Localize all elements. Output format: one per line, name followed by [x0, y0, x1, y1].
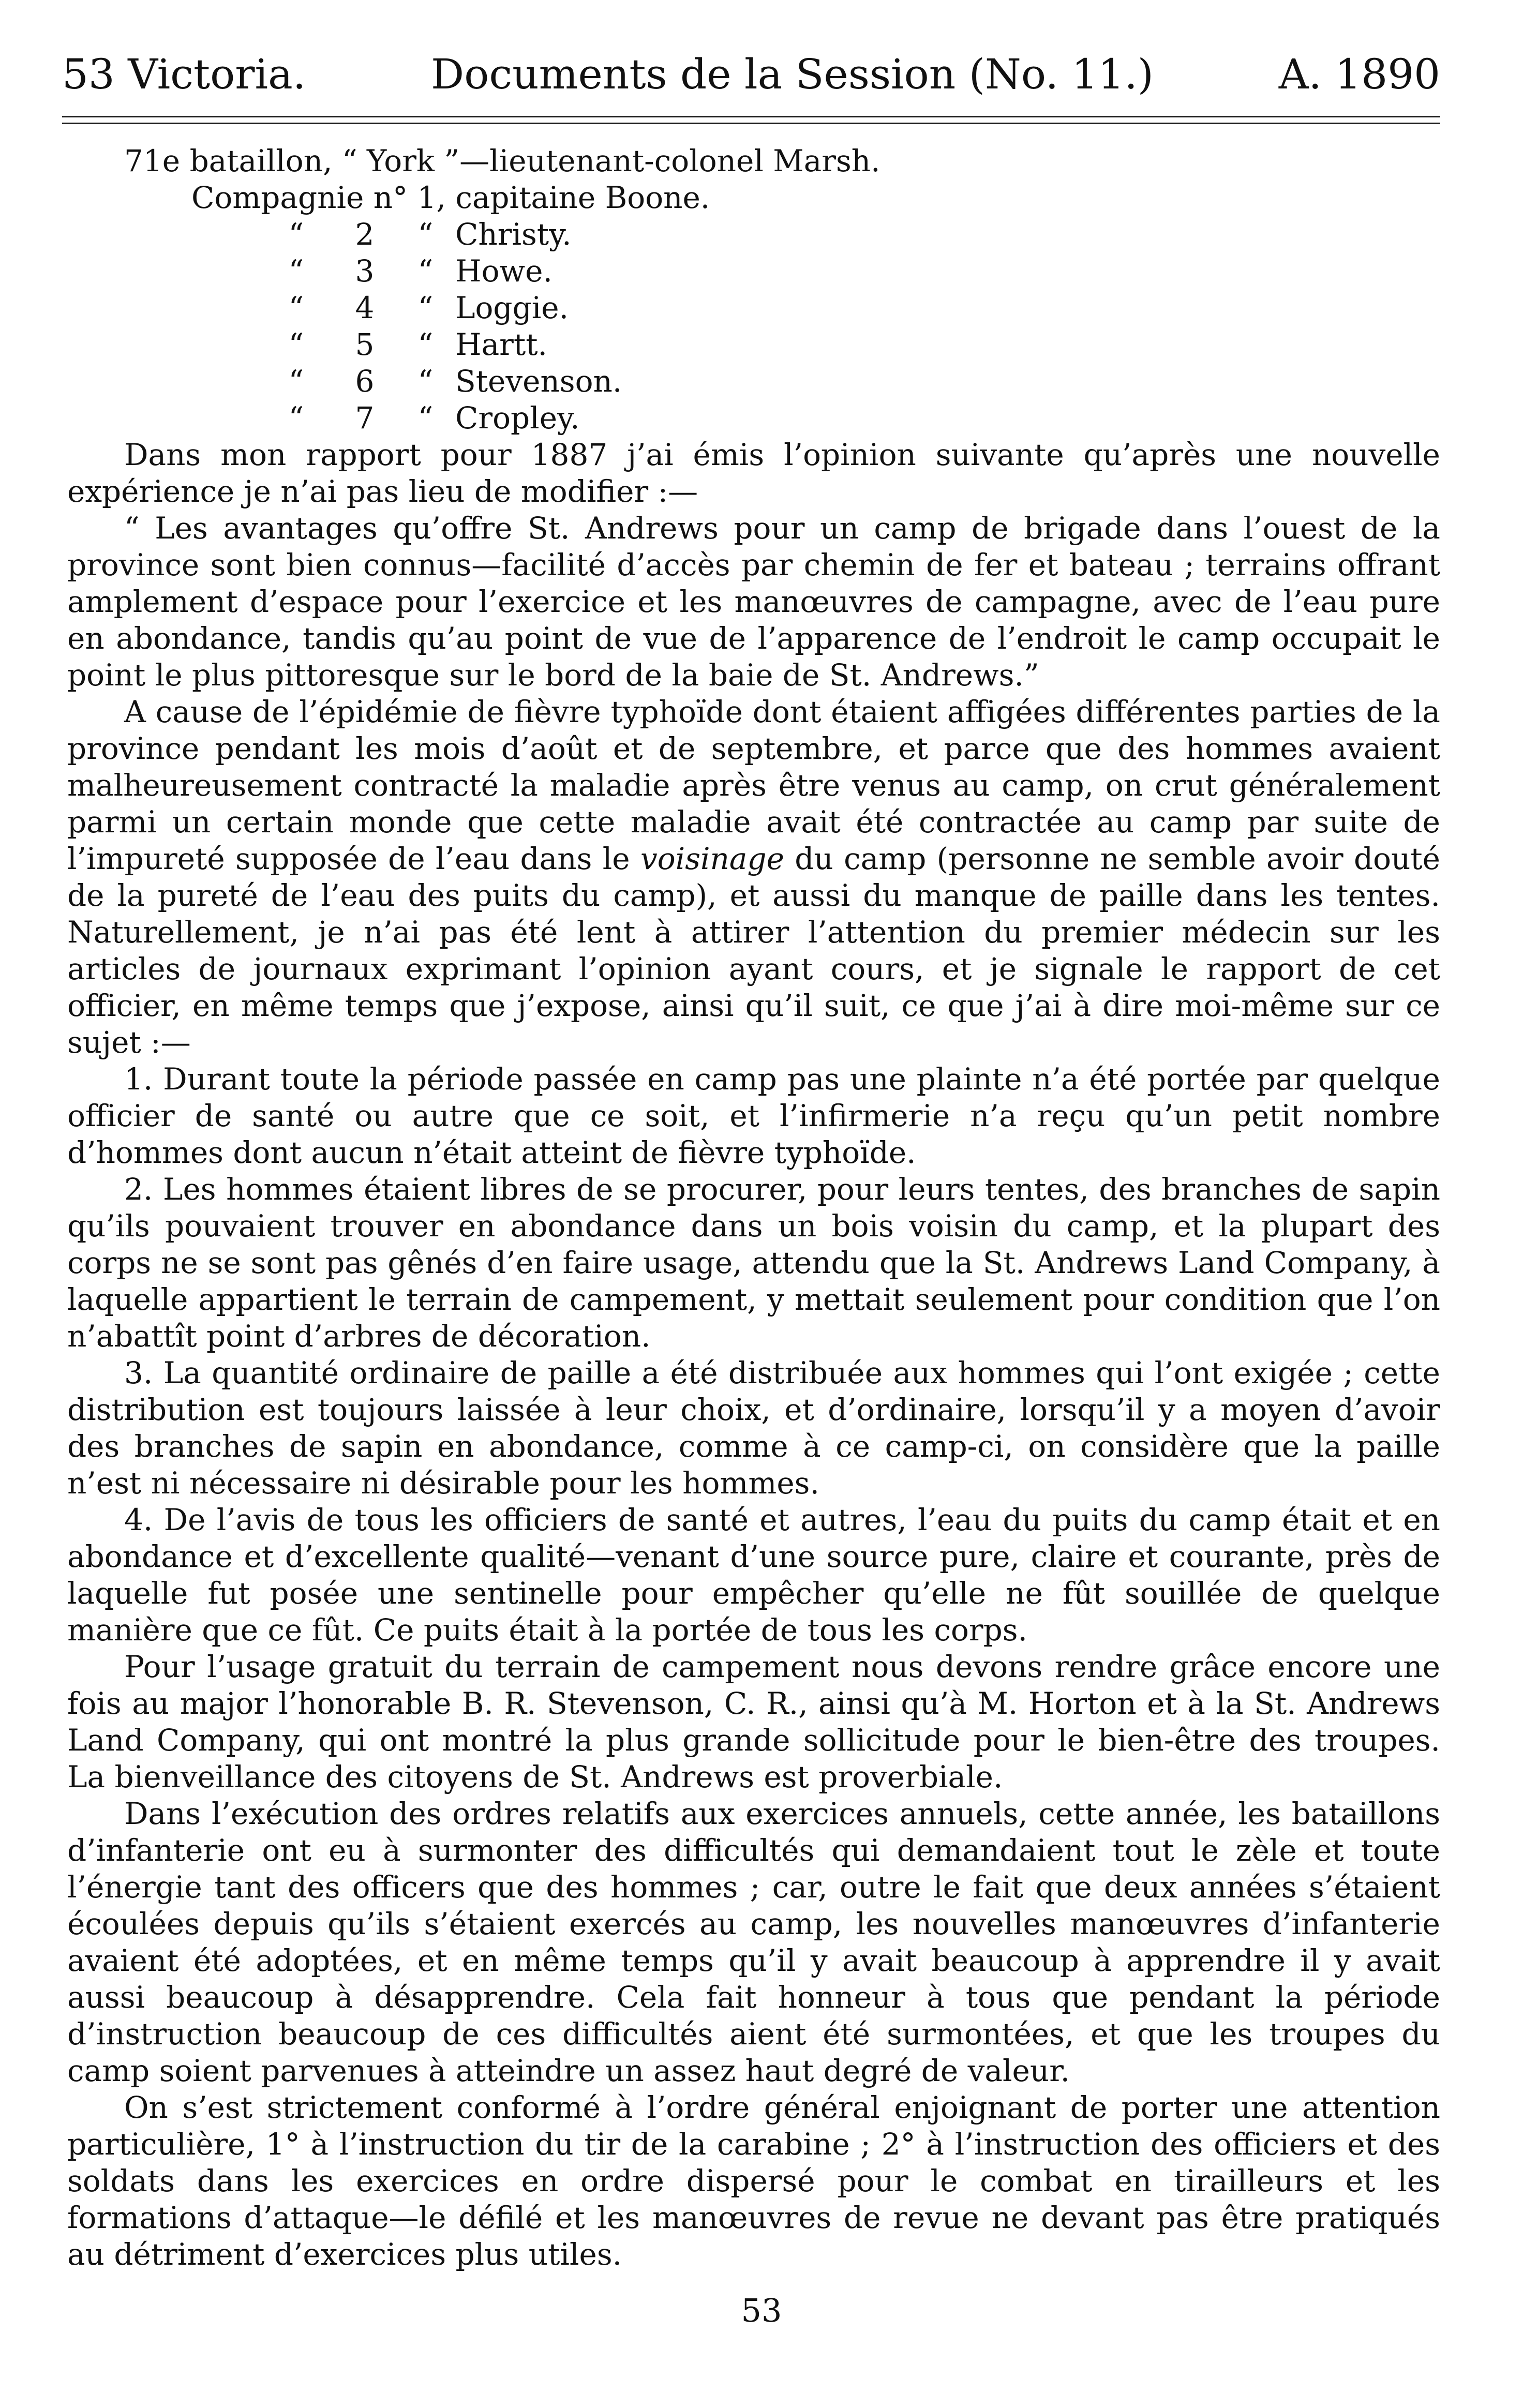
- ditto-mark: “: [417, 364, 434, 399]
- company-row: [259, 216, 1440, 253]
- ditto-mark: “: [288, 253, 304, 289]
- paragraph: Dans mon rapport pour 1887 j’ai émis l’opinion suivante qu’après une nouvelle expérience je n’ai pas lieu de modifier :—: [67, 437, 1440, 509]
- ditto-mark: “: [288, 327, 304, 362]
- company-number: 3: [355, 253, 375, 289]
- ditto-mark: “: [288, 290, 304, 325]
- captain-name: Cropley.: [455, 400, 580, 436]
- company-row: [259, 400, 1440, 437]
- ditto-mark: “: [417, 400, 434, 436]
- captain-name: Christy.: [455, 217, 572, 252]
- header-center: Documents de la Session (No. 11.): [431, 50, 1154, 98]
- body-text: [62, 143, 1440, 2273]
- captain-name: Loggie.: [455, 290, 569, 325]
- running-header: [62, 52, 1440, 97]
- company-list: [67, 216, 1440, 437]
- paragraph: [67, 694, 1440, 1061]
- company-row: [259, 253, 1440, 290]
- numbered-point-4: 4. De l’avis de tous les officiers de santé et autres, l’eau du puits du camp était et en abondance et d’excellente qualité—venant d’une source pure, claire et courante, près de laquelle fut posée une sentinelle pour empêcher qu’elle ne fût souillée de quelque manière que ce fût. Ce puits était à la portée de tous les corps.: [67, 1502, 1440, 1648]
- paragraph-text: A cause de l’épidémie de fièvre typhoïde dont étaient affigées différentes parties de la province pendant les mois d’août et de septembre, et parce que des hommes avaient malheureusement contracté la maladie après être venus au camp, on crut généralement parmi un certain monde que cette maladie avait été contractée au camp par suite de l’impureté supposée de l’eau dans le: [67, 694, 1440, 876]
- header-left: 53 Victoria.: [62, 50, 306, 98]
- company-row: [259, 290, 1440, 326]
- paragraph-text: du camp (personne ne semble avoir douté de la pureté de l’eau des puits du camp), et aussi du manque de paille dans les tentes. Naturellement, je n’ai pas été lent à attirer l’attention du premier médecin sur les articles de journaux exprimant l’opinion ayant cours, et je signale le rapport de cet officier, en même temps que j’expose, ainsi qu’il suit, ce que j’ai à dire moi-même sur ce sujet :—: [67, 841, 1440, 1060]
- captain-name: Hartt.: [455, 327, 547, 362]
- numbered-point-3: 3. La quantité ordinaire de paille a été distribuée aux hommes qui l’ont exigée ; cette distribution est toujours laissée à leur choix, et d’ordinaire, lorsqu’il y a moyen d’avoir des branches de sapin en abondance, comme à ce camp-ci, on considère que la paille n’est ni nécessaire ni désirable pour les hommes.: [67, 1355, 1440, 1501]
- paragraph: Pour l’usage gratuit du terrain de campement nous devons rendre grâce encore une fois au major l’honorable B. R. Stevenson, C. R., ainsi qu’à M. Horton et à la St. Andrews Land Company, qui ont montré la plus grande sollicitude pour le bien-être des troupes. La bienveillance des citoyens de St. Andrews est proverbiale.: [67, 1649, 1440, 1794]
- company-row: [259, 326, 1440, 363]
- ditto-mark: “: [288, 364, 304, 399]
- header-right: A. 1890: [1278, 50, 1440, 98]
- company-first-line: Compagnie n° 1, capitaine Boone.: [191, 180, 710, 215]
- ditto-mark: “: [417, 327, 434, 362]
- company-number: 4: [355, 290, 375, 325]
- paragraph: On s’est strictement conformé à l’ordre général enjoignant de porter une attention particulière, 1° à l’instruction du tir de la carabine ; 2° à l’instruction des officiers et des soldats dans les exercices en ordre dispersé pour le combat en tirailleurs et les formations d’attaque—le défilé et les manœuvres de revue ne devant pas être pratiqués au détriment d’exercices plus utiles.: [67, 2090, 1440, 2272]
- captain-name: Stevenson.: [455, 364, 622, 399]
- company-number: 5: [355, 327, 375, 362]
- italic-word: voisinage: [640, 841, 784, 876]
- captain-name: Howe.: [455, 253, 553, 289]
- ditto-mark: “: [417, 290, 434, 325]
- ditto-mark: “: [288, 217, 304, 252]
- company-number: 7: [355, 400, 375, 436]
- quoted-paragraph: “ Les avantages qu’offre St. Andrews pour un camp de brigade dans l’ouest de la province sont bien connus—facilité d’accès par chemin de fer et bateau ; terrains offrant amplement d’espace pour l’exercice et les manœuvres de campagne, avec de l’eau pure en abondance, tandis qu’au point de vue de l’apparence de l’endroit le camp occupait le point le plus pittoresque sur le bord de la baie de St. Andrews.”: [67, 511, 1440, 693]
- ditto-mark: “: [417, 217, 434, 252]
- numbered-point-1: 1. Durant toute la période passée en camp pas une plainte n’a été portée par quelque officier de santé ou autre que ce soit, et l’infirmerie n’a reçu qu’un petit nombre d’hommes dont aucun n’était atteint de fièvre typhoïde.: [67, 1061, 1440, 1170]
- company-number: 6: [355, 364, 375, 399]
- ditto-mark: “: [417, 253, 434, 289]
- company-row: [259, 363, 1440, 400]
- numbered-point-2: 2. Les hommes étaient libres de se procurer, pour leurs tentes, des branches de sapin qu’ils pouvaient trouver en abondance dans un bois voisin du camp, et la plupart des corps ne se sont pas gênés d’en faire usage, attendu que la St. Andrews Land Company, à laquelle appartient le terrain de campement, y mettait seulement pour condition que l’on n’abattît point d’arbres de décoration.: [67, 1172, 1440, 1354]
- page-number: 53: [741, 2292, 782, 2329]
- paragraph: Dans l’exécution des ordres relatifs aux exercices annuels, cette année, les bataillons d’infanterie ont eu à surmonter des difficultés qui demandaient tout le zèle et toute l’énergie tant des officers que des hommes ; car, outre le fait que deux années s’étaient écoulées depuis qu’ils s’étaient exercés au camp, les nouvelles manœuvres d’infanterie avaient été adoptées, et en même temps qu’il y avait beaucoup à apprendre il y avait aussi beaucoup à désapprendre. Cela fait honneur à tous que pendant la période d’instruction beaucoup de ces difficultés aient été surmontées, et que les troupes du camp soient parvenues à atteindre un assez haut degré de valeur.: [67, 1796, 1440, 2088]
- company-number: 2: [355, 217, 375, 252]
- header-rule-top: [62, 116, 1440, 117]
- header-rule-bottom: [62, 123, 1440, 124]
- ditto-mark: “: [288, 400, 304, 436]
- battalion-line: 71e bataillon, “ York ”—lieutenant-colonel Marsh.: [124, 143, 880, 178]
